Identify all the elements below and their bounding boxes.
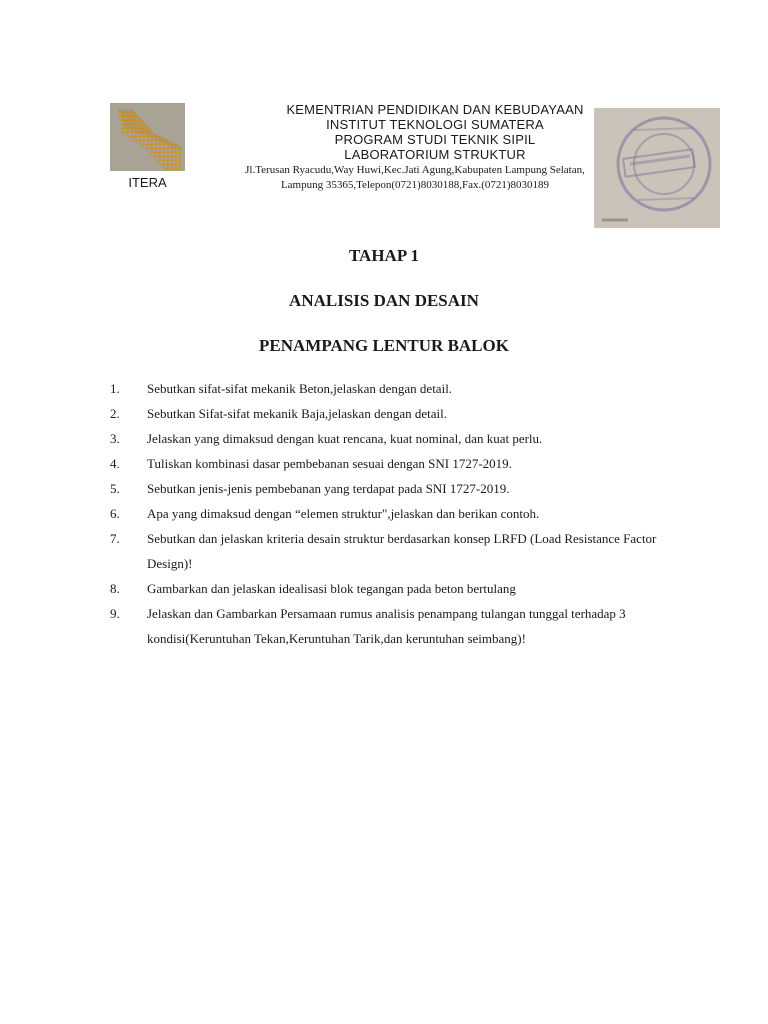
header-address-line-2: Lampung 35365,Telepon(0721)8030188,Fax.(0721)8030189 xyxy=(280,179,550,191)
faculty-stamp-icon xyxy=(594,108,720,228)
question-text: Jelaskan yang dimaksud dengan kuat rencana, kuat nominal, dan kuat perlu. xyxy=(147,431,543,446)
question-text: Apa yang dimaksud dengan “elemen struktur",jelaskan dan berikan contoh. xyxy=(147,506,540,521)
question-text: Gambarkan dan jelaskan idealisasi blok tegangan pada beton bertulang xyxy=(147,581,516,596)
question-text: Sebutkan jenis-jenis pembebanan yang terdapat pada SNI 1727-2019. xyxy=(147,481,510,496)
question-number: 1. xyxy=(110,381,120,396)
logo-caption: ITERA xyxy=(128,175,167,190)
question-number: 6. xyxy=(110,506,120,521)
question-text: Sebutkan dan jelaskan kriteria desain struktur berdasarkan konsep LRFD (Load Resistance Factor Design)! xyxy=(147,531,657,571)
question-text: Tuliskan kombinasi dasar pembebanan sesuai dengan SNI 1727-2019. xyxy=(147,456,512,471)
question-number: 4. xyxy=(110,456,120,471)
question-number: 8. xyxy=(110,581,120,596)
question-text: Jelaskan dan Gambarkan Persamaan rumus analisis penampang tulangan tunggal terhadap 3 kondisi(Keruntuhan Tekan,Keruntuhan Tarik,dan keruntuhan seimbang)! xyxy=(147,606,626,646)
topic-title: ANALISIS DAN DESAIN xyxy=(289,291,479,310)
header-ministry: KEMENTRIAN PENDIDIKAN DAN KEBUDAYAAN xyxy=(286,102,584,117)
question-number: 7. xyxy=(110,531,120,546)
question-list xyxy=(110,376,670,651)
question-item xyxy=(110,426,670,451)
question-item xyxy=(110,501,670,526)
header-program: PROGRAM STUDI TEKNIK SIPIL xyxy=(334,132,536,147)
question-number: 5. xyxy=(110,481,120,496)
question-number: 3. xyxy=(110,431,120,446)
header-address-line-1: Jl.Terusan Ryacudu,Way Huwi,Kec.Jati Agung,Kabupaten Lampung Selatan, xyxy=(245,164,585,176)
subtopic-title: PENAMPANG LENTUR BALOK xyxy=(259,336,509,355)
question-item xyxy=(110,401,670,426)
question-item xyxy=(110,601,670,651)
itera-logo-icon xyxy=(110,103,185,171)
question-text: Sebutkan Sifat-sifat mekanik Baja,jelaskan dengan detail. xyxy=(147,406,447,421)
stage-title: TAHAP 1 xyxy=(348,246,420,265)
question-number: 2. xyxy=(110,406,120,421)
question-item xyxy=(110,576,670,601)
question-item xyxy=(110,476,670,501)
question-item xyxy=(110,376,670,401)
header-lab: LABORATORIUM STRUKTUR xyxy=(344,147,526,162)
question-number: 9. xyxy=(110,606,120,621)
question-item xyxy=(110,451,670,476)
question-text: Sebutkan sifat-sifat mekanik Beton,jelaskan dengan detail. xyxy=(147,381,453,396)
question-item xyxy=(110,526,670,576)
header-institute: INSTITUT TEKNOLOGI SUMATERA xyxy=(326,117,544,132)
